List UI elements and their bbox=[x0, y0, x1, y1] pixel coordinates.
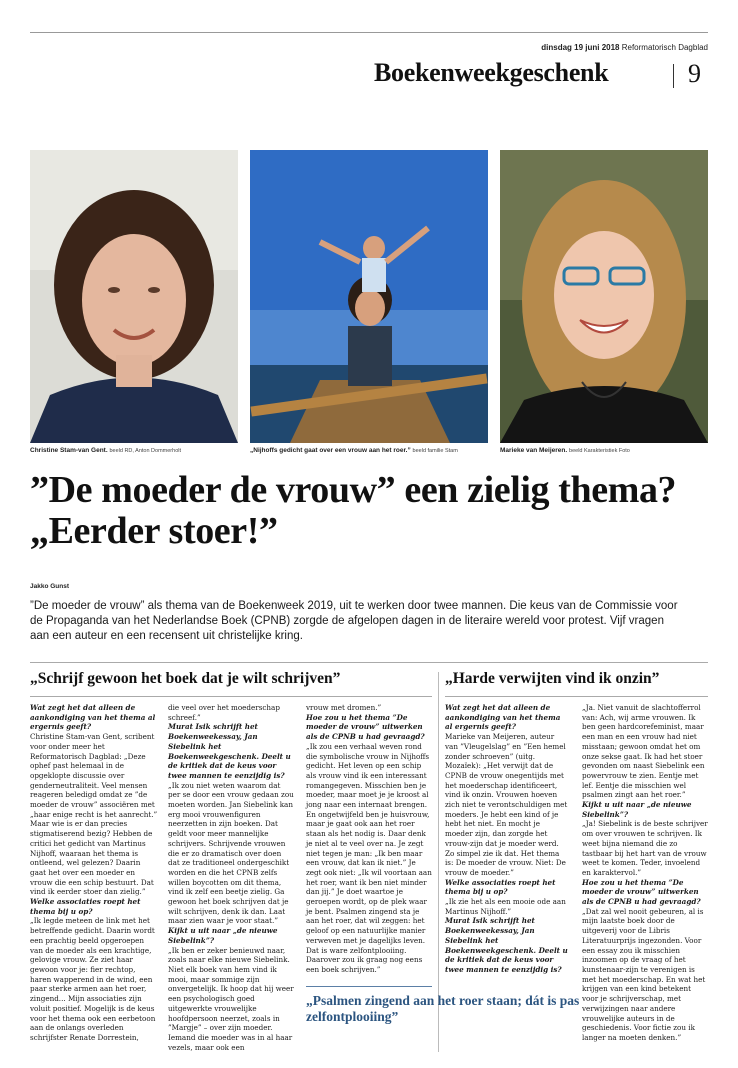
question: Wat zegt het dat alleen de aankondiging van het thema al ergernis geeft? bbox=[30, 703, 156, 732]
article-headline: ”De moeder de vrouw” een zielig thema? „Eerder stoer!” bbox=[30, 469, 677, 552]
byline: Jakko Gunst bbox=[30, 583, 70, 590]
answer: „Ik zou niet weten waarom dat per se door een vrouw gedaan zou moeten worden. Jan Siebelink kan erg mooi vrouwenfiguren neerzetten in zijn boeken. Dat geldt voor meer mannelijke schrijvers. Schrijvende vrouwen die er zo dramatisch over doen dat ze traditioneel ondergeschikt worden en die het CPNB zelfs willen boycotten om dit thema, vind ik zelf een beetje zielig. Ga gewoon het boek schrijven dat je wilt schrijven, denk ik dan. Laat maar zien waar je voor staat.” bbox=[168, 780, 294, 926]
section-rule bbox=[30, 662, 708, 663]
caption-photo-2 bbox=[250, 447, 458, 454]
text-column-4 bbox=[445, 703, 569, 975]
top-rule bbox=[30, 32, 708, 33]
answer: Christine Stam-van Gent, scribent voor onder meer het Reformatorisch Dagblad: „Deze ophef past helemaal in de opgeklopte discussie over genderneutraliteit. Veel mensen reageren beledigd omdat ze ”de moeder de vrouw” associëren met „haar enige recht is het aanrecht.” Maar wie is er dan precies stigmatiserend bezig? Hebben de critici het gedicht van Martinus Nijhoff, waaraan het thema is ontleend, wel gelezen? Daarin gaat het over een moeder en vrouw die een schip bestuurt. Dat vind ik eerder stoer dan zielig.” bbox=[30, 732, 158, 897]
text-column-5 bbox=[582, 703, 708, 1043]
caption-1-name: Christine Stam-van Gent. bbox=[30, 447, 108, 454]
question: Murat Isik schrijft het Boekenweekessay, Jan Siebelink het Boekenweekgeschenk. Deelt u de kritiek dat de keus voor twee mannen te eenzijdig is? bbox=[168, 722, 291, 780]
text-column-1 bbox=[30, 703, 158, 1043]
caption-2-name: „Nijhoffs gedicht gaat over een vrouw aan het roer.” bbox=[250, 447, 411, 454]
caption-photo-3 bbox=[500, 447, 630, 454]
question: Kijkt u uit naar „de nieuwe Siebelink”? bbox=[168, 926, 278, 945]
pull-quote: „Psalmen zingend aan het roer staan; dát is pas zelfontplooiing” bbox=[306, 993, 580, 1024]
article-intro: ”De moeder de vrouw” als thema van de Boekenweek 2019, uit te werken door twee mannen. Die keus van de Commissie voor de Propaganda van het Nederlandse Boek (CPNB) zorgde de afgelopen dagen in de literaire wereld voor protest. Vijf vragen aan een auteur en een recensent uit christelijke kring. bbox=[30, 600, 678, 642]
left-subheading: „Schrijf gewoon het boek dat je wilt schrijven” bbox=[30, 670, 341, 687]
right-subheading-rule bbox=[445, 696, 708, 697]
question: Wat zegt het dat alleen de aankondiging van het thema al ergernis geeft? bbox=[445, 703, 561, 732]
text-column-2 bbox=[168, 703, 294, 1052]
right-subheading: „Harde verwijten vind ik onzin” bbox=[445, 670, 660, 687]
answer: „Ja! Siebelink is de beste schrijver om over vrouwen te schrijven. Ik weet bijna niemand die zo tastbaar bij het hart van de vrouw weet te komen. Teder, invoelend en karaktervol.” bbox=[582, 819, 708, 877]
question: Hoe zou u het thema ”De moeder de vrouw” uitwerken als de CPNB u had gevraagd? bbox=[582, 877, 701, 907]
newspaper-name: Reformatorisch Dagblad bbox=[621, 43, 708, 52]
answer: „Ik legde meteen de link met het betreffende gedicht. Daarin wordt een prachtig beeld opgeroepen van de moeder als een krachtige, gelovige vrouw. Ze ziet haar gewoon voor je: fier rechtop, haren wapperend in de wind, een paar sterke armen aan het roer, zingend... Mijn associaties zijn voluit positief. Mogelijk is de keus voor het thema ook een eerbetoon aan de onlangs overleden schrijfster Renate Dorrestein, bbox=[30, 916, 156, 1042]
answer: die veel over het moederschap schreef.” bbox=[168, 703, 280, 722]
photo-marieke bbox=[500, 150, 708, 443]
caption-2-credit: beeld familie Stam bbox=[412, 448, 458, 454]
section-divider bbox=[673, 64, 674, 88]
dateline bbox=[541, 43, 708, 52]
text-column-3 bbox=[306, 703, 432, 975]
caption-3-name: Marieke van Meijeren. bbox=[500, 447, 568, 454]
photo-christine bbox=[30, 150, 238, 443]
caption-photo-1 bbox=[30, 447, 181, 454]
left-subheading-rule bbox=[30, 696, 432, 697]
question: Welke associaties roept het thema bij u op? bbox=[445, 877, 556, 897]
caption-3-credit: beeld Karakteristiek Foto bbox=[569, 448, 630, 454]
page-number: 9 bbox=[688, 59, 701, 88]
question: Hoe zou u het thema ”De moeder de vrouw” uitwerken als de CPNB u had gevraagd? bbox=[306, 712, 425, 742]
answer: „Ja. Niet vanuit de slachtofferrol van: Ach, wij arme vrouwen. Ik ben geen hardcorefeminist, maar een man en een vrouw had niet misstaan; gewoon omdat het om onze sekse gaat. Ik had het stoer gevonden om naast Siebelink een powervrouw te zien. Eentje met lef. Eentje die misschien wel psalmen zingt aan het roer.” bbox=[582, 703, 705, 800]
caption-1-credit: beeld RD, Anton Dommerholt bbox=[109, 448, 182, 454]
answer: „Ik ben er zeker benieuwd naar, zoals naar elke nieuwe Siebelink. Niet elk boek van hem vind ik mooi, maar sommige zijn onvergetelijk. Ik hoop dat hij weer een psychologisch goed uitgewerkte vrouwelijke hoofdpersoon neerzet, zoals in ”Margje” – over zijn moeder. Iemand die moeder was in al haar vezels, maar ook een bbox=[168, 945, 294, 1052]
section-title: Boekenweekgeschenk bbox=[374, 58, 609, 87]
question: Welke associaties roept het thema bij u op? bbox=[30, 897, 141, 916]
answer: „Dat zal wel nooit gebeuren, al is mijn laatste boek door de uitgeverij voor de Libris Literatuurprijs ingezonden. Voor een essay zou ik misschien inzoomen op de vraag of het kunstenaar-zijn te verenigen is met het moederschap. En wat het krijgen van een kind betekent voor je schrijverschap, met verwijzingen naar andere vrouwelijke auteurs in de geschiedenis. Voor fictie zou ik langer na moeten denken.” bbox=[582, 906, 706, 1042]
question: Kijkt u uit naar „de nieuwe Siebelink”? bbox=[582, 800, 692, 819]
issue-date: dinsdag 19 juni 2018 bbox=[541, 43, 620, 52]
photo-boat bbox=[250, 150, 488, 443]
question: Murat Isik schrijft het Boekenweekessay, Jan Siebelink het Boekenweekgeschenk. Deelt u de kritiek dat de keus voor twee mannen te eenzijdig is? bbox=[445, 916, 568, 974]
answer: vrouw met dromen.” bbox=[306, 703, 382, 712]
answer: „Ik zie het als een mooie ode aan Martinus Nijhoff.” bbox=[445, 897, 566, 916]
answer: „Ik zou een verhaal weven rond die symbolische vrouw in Nijhoffs gedicht. Het leven op een schip als vrouw vind ik een interessant romangegeven. Misschien ben je moeder, maar moet je je kroost al jong naar een internaat brengen. En ongetwijfeld ben je huisvrouw, maar je gaat ook aan het roer staan als het nodig is. Daar denk je niet al te veel over na. Je zegt niet tegen je man: „Ik ben maar een vrouw, dat kan ik niet.” Je zegt ook niet: „Ik wil voortaan aan het roer, want ik ben niet minder dan jij.” Je doet waartoe je geroepen wordt, op de plek waar je bent. Psalmen zingend sta je aan het roer, dat wil zeggen: het geloof op een natuurlijke manier verweven met je dagelijks leven. Dat is ware zelfontplooiing. Daarover zou ik graag nog eens een boek schrijven.” bbox=[306, 741, 432, 974]
answer: Marieke van Meijeren, auteur van ”Vleugelslag” en ”Een hemel zonder schroeven” (uitg. Mozaïek): „Het verwijt dat de CPNB de vrouw onegentijds met het moederschap identificeert, vind ik onzin. Vrouwen hoeven zich niet te verontschuldigen met moeders. Je hebt een kind of je hebt het niet. En mocht je moeder zijn, dan zorgde het vrouw-zijn dat je moeder werd. Zo simpel zie ik dat. Het thema is: De moeder de vrouw. Niet: De vrouw de moeder.” bbox=[445, 732, 568, 877]
pull-quote-rule bbox=[306, 986, 432, 987]
